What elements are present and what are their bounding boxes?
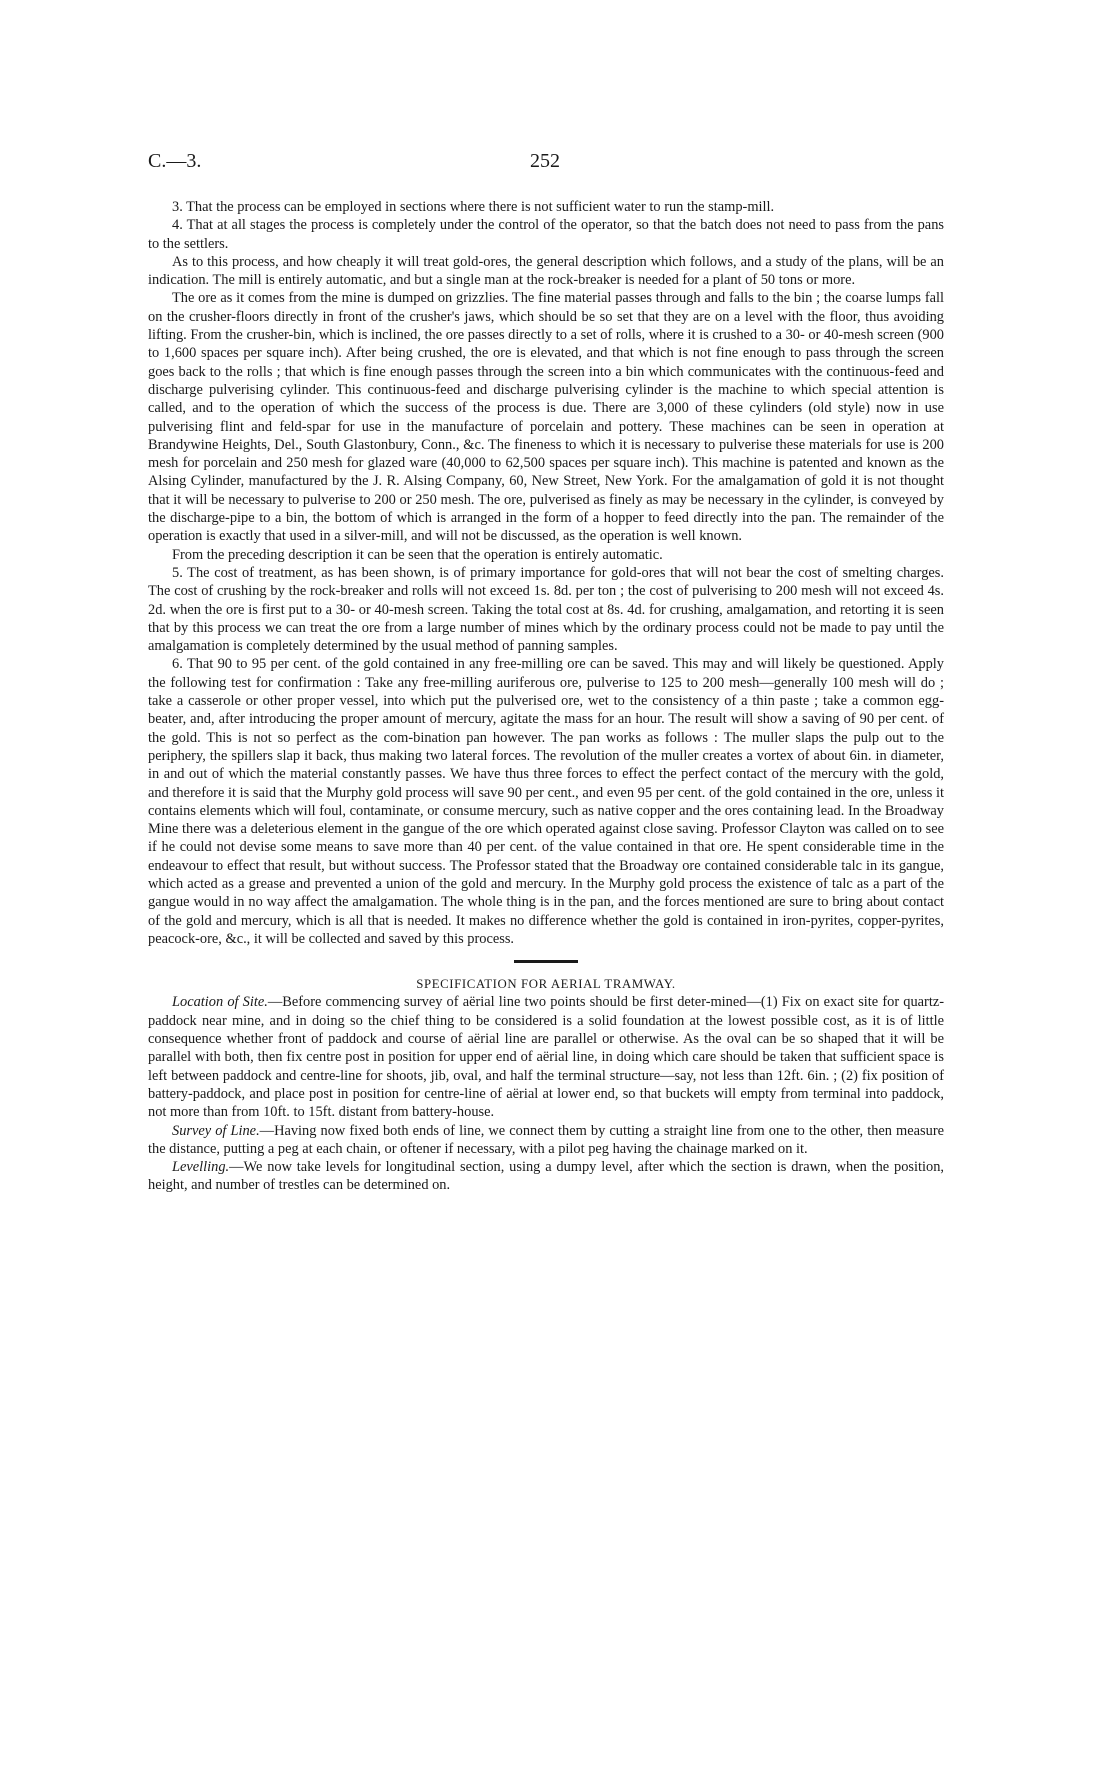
body-text <box>148 198 944 1195</box>
spec-lead-survey: Survey of Line. <box>172 1122 260 1139</box>
spec-lead-location: Location of Site. <box>172 994 268 1011</box>
paragraph-point-6: 6. That 90 to 95 per cent. of the gold contained in any free-milling ore can be saved. This may and will likely be questioned. Apply the following test for confirmation : Take any free-milling auriferous ore, pulverise to 125 to 200 mesh—generally 100 mesh will do ; take a casserole or other proper vessel, into which put the pulverised ore, wet to the consistency of a thin paste ; take a common egg-beater, and, after introducing the proper amount of mercury, agitate the mass for an hour. The result will show a saving of 90 per cent. of the gold. This is not so perfect as the com-bination pan however. The pan works as follows : The muller slaps the pulp out to the periphery, the spillers slap it back, thus making two lateral forces. The revolution of the muller creates a vortex of about 6in. in diameter, in and out of which the material constantly passes. We have thus three forces to effect the perfect contact of the mercury with the gold, and therefore it is said that the Murphy gold process will save 90 per cent., and even 95 per cent. of the gold contained in the ore, unless it contains elements which will foul, contaminate, or consume mercury, such as native copper and the ores containing lead. In the Broadway Mine there was a deleterious element in the gangue of the ore which operated against close saving. Professor Clayton was called on to see if he could not devise some means to save more than 40 per cent. of the value contained in that ore. He spent considerable time in the endeavour to effect that result, but without success. The Professor stated that the Broadway ore contained considerable talc in its gangue, which acted as a grease and prevented a union of the gold and mercury. In the Murphy gold process the existence of talc as a part of the gangue would in no way affect the amalgamation. The whole thing is in the pan, and the forces mentioned are sure to bring about contact of the gold and mercury, which is all that is needed. It makes no difference whether the gold is contained in iron-pyrites, copper-pyrites, peacock-ore, &c., it will be collected and saved by this process. <box>148 656 944 947</box>
page-header <box>148 150 948 180</box>
paragraph-point-4: 4. That at all stages the process is completely under the control of the operator, so that the batch does not need to pass from the pans to the settlers. <box>148 217 944 252</box>
document-code: C.—3. <box>148 150 202 172</box>
page-number: 252 <box>530 150 560 172</box>
spec-text-levelling: —We now take levels for longitudinal section, using a dumpy level, after which the section is drawn, when the position, height, and number of trestles can be determined on. <box>148 1159 944 1194</box>
paragraph-point-3: 3. That the process can be employed in sections where there is not sufficient water to run the stamp-mill. <box>172 199 775 215</box>
paragraph-automatic: From the preceding description it can be seen that the operation is entirely automatic. <box>172 546 663 563</box>
section-title: SPECIFICATION FOR AERIAL TRAMWAY. <box>416 977 676 992</box>
paragraph-process-intro: As to this process, and how cheaply it will treat gold-ores, the general description which follows, and a study of the plans, will be an indication. The mill is entirely automatic, and but a single man at the rock-breaker is needed for a plant of 50 tons or more. <box>148 253 944 289</box>
spec-survey-of-line <box>148 1122 944 1159</box>
spec-levelling <box>148 1158 944 1195</box>
paragraph-ore-description: The ore as it comes from the mine is dumped on grizzlies. The fine material passes through and falls to the bin ; the coarse lumps fall on the crusher-floors directly in front of the crusher's jaws, which should be so set that they are on a level with the floor, thus avoiding lifting. From the crusher-bin, which is inclined, the ore passes directly to a set of rolls, where it is crushed to a 30- or 40-mesh screen (900 to 1,600 spaces per square inch). After being crushed, the ore is elevated, and that which is not fine enough to pass through the screen goes back to the rolls ; that which is fine enough passes through the screen into a bin which communicates with the continuous-feed and discharge pulverising cylinder. This continuous-feed and discharge pulverising cylinder is the machine to which special attention is called, and to the operation of which the success of the process is due. There are 3,000 of these cylinders (old style) now in use pulverising flint and feld-spar for use in the manufacture of porcelain and pottery. These machines can be seen in operation at Brandywine Heights, Del., South Glastonbury, Conn., &c. The fineness to which it is necessary to pulverise these materials for use is 200 mesh for porcelain and 250 mesh for glazed ware (40,000 to 62,500 spaces per square inch). This machine is patented and known as the Alsing Cylinder, manufactured by the J. R. Alsing Company, 60, New Street, New York. For the amalgamation of gold it is not thought that it will be necessary to pulverise to 200 or 250 mesh. The ore, pulverised as finely as may be necessary in the cylinder, is conveyed by the discharge-pipe to a bin, the bottom of which is arranged in the form of a hopper to feed directly into the pan. The remainder of the operation is exactly that used in a silver-mill, and will not be discussed, as the operation is well known. <box>148 290 944 545</box>
spec-lead-levelling: Levelling. <box>172 1159 230 1176</box>
paragraph-point-5: 5. The cost of treatment, as has been shown, is of primary importance for gold-ores that will not bear the cost of smelting charges. The cost of crushing by the rock-breaker and rolls will not exceed 1s. 8d. per ton ; the cost of pulverising to 200 mesh will not exceed 4s. 2d. when the ore is first put to a 30- or 40-mesh screen. Taking the total cost at 8s. 4d. for crushing, amalgamation, and retorting it is seen that by this process we can treat the ore from a large number of mines which by the ordinary process could not be made to pay until the amalgamation is completely determined by the usual method of panning samples. <box>148 564 944 655</box>
spec-text-survey: —Having now fixed both ends of line, we connect them by cutting a straight line from one to the other, then measure the distance, putting a peg at each chain, or oftener if necessary, with a pilot peg having the chainage marked on it. <box>148 1122 944 1157</box>
section-divider <box>514 960 578 963</box>
spec-text-location: —Before commencing survey of aërial line two points should be first deter-mined—(1) Fix on exact site for quartz-paddock near mine, and in doing so the chief thing to be considered is a solid foundation at the lowest possible cost, as it is of little consequence whether front of paddock and course of aërial line are parallel or otherwise. As the oval can be so shaped that it will be parallel with both, then fix centre post in position for upper end of aërial line, in doing which care should be taken that sufficient space is left between paddock and centre-line for shoots, jib, oval, and half the terminal structure—say, not less than 12ft. 6in. ; (2) fix position of battery-paddock, and place post in position for centre-line of aërial at lower end, so that buckets will empty from terminal into paddock, not more than from 10ft. to 15ft. distant from battery-house. <box>148 994 945 1121</box>
spec-location-of-site <box>148 993 944 1121</box>
